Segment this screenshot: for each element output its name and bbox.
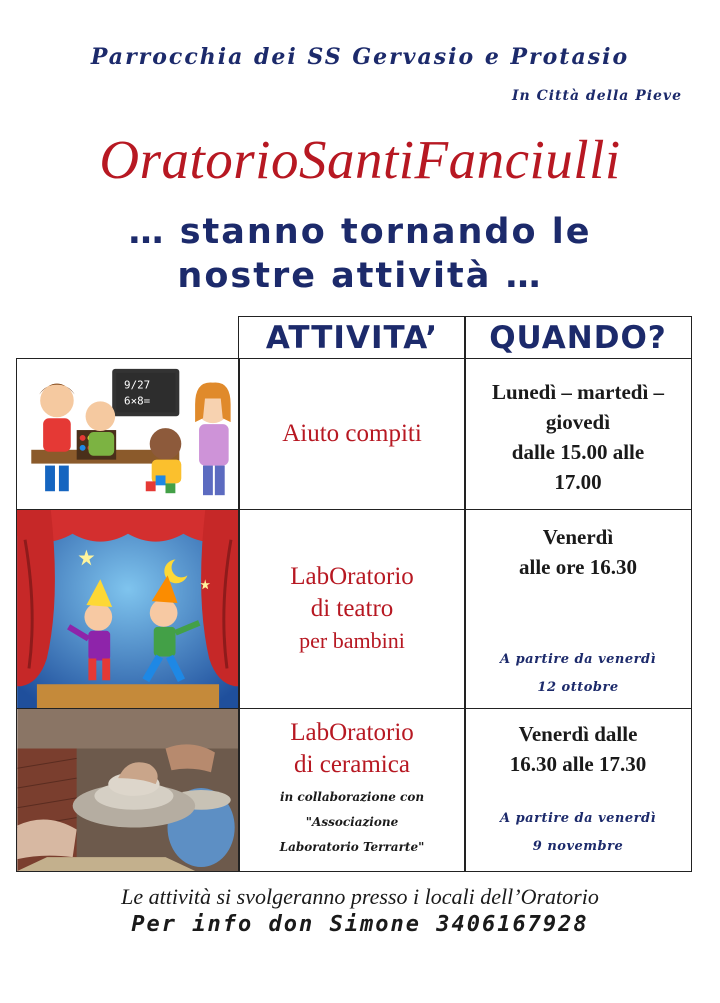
- contact-info: Per info don Simone 3406167928: [131, 912, 589, 937]
- schedule-line: 17.00: [554, 470, 602, 494]
- subtitle: [0, 210, 720, 298]
- activity-name: Aiuto compiti: [282, 420, 422, 447]
- schedule-line: Venerdì: [542, 525, 614, 549]
- activity-name: LabOratorio: [290, 563, 414, 590]
- location-note: Le attività si svolgeranno presso i locali dell’Oratorio: [121, 884, 599, 909]
- start-date-note: A partire da venerdì: [499, 811, 657, 826]
- activity-name: LabOratorio: [290, 719, 414, 746]
- collaboration-line: "Associazione: [305, 815, 399, 829]
- activities-table: [16, 316, 692, 872]
- schedule-line: alle ore 16.30: [518, 555, 637, 579]
- column-header-activity: ATTIVITA’: [238, 316, 466, 359]
- activity-name: di ceramica: [294, 751, 410, 778]
- activity-name: di teatro: [310, 595, 394, 622]
- subtitle-line-2: nostre attività …: [177, 256, 543, 296]
- start-date-note: 9 novembre: [532, 839, 624, 854]
- activity-ceramics-lab: [238, 708, 466, 872]
- schedule-line: giovedì: [545, 410, 611, 434]
- schedule-line: Venerdì dalle: [518, 722, 638, 746]
- schedule-line: Lunedì – martedì –: [491, 380, 665, 404]
- schedule-homework-help: [464, 358, 692, 510]
- subtitle-line-1: … stanno tornando le: [128, 212, 592, 252]
- start-date-note: A partire da venerdì: [499, 652, 657, 667]
- activity-homework-help: [238, 358, 466, 510]
- schedule-ceramics-lab: [464, 708, 692, 872]
- activity-name: per bambini: [299, 628, 405, 653]
- children-homework-illustration: [16, 358, 240, 510]
- parish-name: Parrocchia dei SS Gervasio e Protasio: [90, 44, 630, 70]
- schedule-line: 16.30 alle 17.30: [509, 752, 647, 776]
- city-name: In Città della Pieve: [511, 88, 682, 104]
- activity-theater-lab: [238, 509, 466, 709]
- start-date-note: 12 ottobre: [537, 680, 619, 695]
- collaboration-note: [280, 785, 425, 860]
- pottery-wheel-photo: [16, 708, 240, 872]
- schedule-theater-lab: [464, 509, 692, 709]
- svg-text:6×8=: 6×8=: [124, 394, 151, 408]
- svg-text:9/27: 9/27: [124, 378, 151, 392]
- children-theater-stage-illustration: [16, 509, 240, 709]
- collaboration-line: Laboratorio Terrarte": [279, 840, 425, 854]
- schedule-line: dalle 15.00 alle: [511, 440, 645, 464]
- oratorio-title: OratorioSantiFanciulli: [99, 129, 621, 190]
- collaboration-line: in collaborazione con: [279, 790, 425, 804]
- column-header-when: QUANDO?: [464, 316, 692, 359]
